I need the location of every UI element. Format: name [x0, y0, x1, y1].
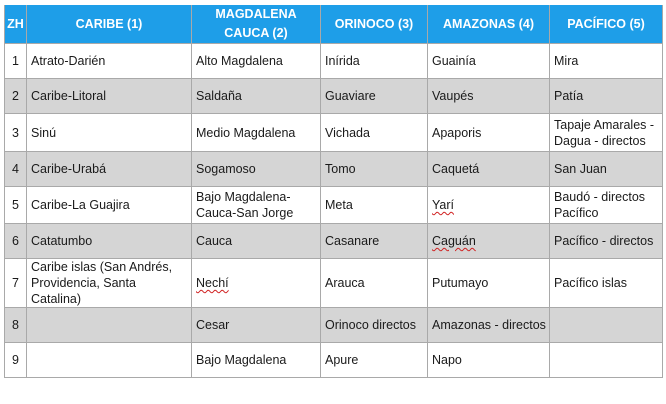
caribe-cell: Caribe-Litoral: [27, 79, 192, 114]
magdalena-cauca-cell: Cauca: [192, 224, 321, 259]
magdalena-cauca-cell: Bajo Magdalena: [192, 343, 321, 378]
table-row: [5, 44, 663, 79]
header-zh: ZH: [5, 5, 27, 44]
caribe-cell: [27, 343, 192, 378]
magdalena-cauca-cell: Cesar: [192, 308, 321, 343]
pacifico-cell: [550, 343, 663, 378]
magdalena-cauca-cell-text: Nechí: [196, 276, 229, 290]
table-row: [5, 187, 663, 224]
amazonas-cell-text: Caguán: [432, 234, 476, 248]
zh-cell: 1: [5, 44, 27, 79]
magdalena-cauca-cell: Alto Magdalena: [192, 44, 321, 79]
caribe-cell: Caribe-Urabá: [27, 152, 192, 187]
zh-cell: 6: [5, 224, 27, 259]
caribe-cell: Caribe-La Guajira: [27, 187, 192, 224]
zh-cell: 9: [5, 343, 27, 378]
amazonas-cell: Vaupés: [428, 79, 550, 114]
header-row: [5, 5, 663, 44]
hydrographic-zones-table: [4, 5, 663, 378]
pacifico-cell: Baudó - directos Pacífico: [550, 187, 663, 224]
zh-cell: 2: [5, 79, 27, 114]
table-row: [5, 343, 663, 378]
amazonas-cell-text: Yarí: [432, 198, 454, 212]
table-row: [5, 308, 663, 343]
pacifico-cell: Pacífico islas: [550, 259, 663, 308]
magdalena-cauca-cell: Sogamoso: [192, 152, 321, 187]
zh-cell: 7: [5, 259, 27, 308]
pacifico-cell: Tapaje Amarales -Dagua - directos: [550, 114, 663, 152]
orinoco-cell: Inírida: [321, 44, 428, 79]
zh-cell: 5: [5, 187, 27, 224]
pacifico-cell: Mira: [550, 44, 663, 79]
table-row: [5, 152, 663, 187]
caribe-cell: Sinú: [27, 114, 192, 152]
table-container: [4, 5, 663, 378]
orinoco-cell: Guaviare: [321, 79, 428, 114]
pacifico-cell: Pacífico - directos: [550, 224, 663, 259]
pacifico-cell: San Juan: [550, 152, 663, 187]
pacifico-cell: [550, 308, 663, 343]
caribe-cell: Catatumbo: [27, 224, 192, 259]
table-row: [5, 224, 663, 259]
amazonas-cell: Napo: [428, 343, 550, 378]
zh-cell: 3: [5, 114, 27, 152]
amazonas-cell: [428, 224, 550, 259]
orinoco-cell: Apure: [321, 343, 428, 378]
magdalena-cauca-cell: Saldaña: [192, 79, 321, 114]
header-pacifico: PACÍFICO (5): [550, 5, 663, 44]
orinoco-cell: Vichada: [321, 114, 428, 152]
zh-cell: 8: [5, 308, 27, 343]
amazonas-cell: Amazonas - directos: [428, 308, 550, 343]
orinoco-cell: Arauca: [321, 259, 428, 308]
amazonas-cell: Putumayo: [428, 259, 550, 308]
orinoco-cell: Meta: [321, 187, 428, 224]
amazonas-cell: Apaporis: [428, 114, 550, 152]
magdalena-cauca-cell: [192, 259, 321, 308]
orinoco-cell: Orinoco directos: [321, 308, 428, 343]
table-row: [5, 114, 663, 152]
orinoco-cell: Tomo: [321, 152, 428, 187]
amazonas-cell: Guainía: [428, 44, 550, 79]
header-caribe: CARIBE (1): [27, 5, 192, 44]
table-body: [5, 44, 663, 378]
zh-cell: 4: [5, 152, 27, 187]
caribe-cell: [27, 308, 192, 343]
header-orinoco: ORINOCO (3): [321, 5, 428, 44]
header-amazonas: AMAZONAS (4): [428, 5, 550, 44]
table-header: [5, 5, 663, 44]
caribe-cell: Atrato-Darién: [27, 44, 192, 79]
orinoco-cell: Casanare: [321, 224, 428, 259]
amazonas-cell: [428, 187, 550, 224]
amazonas-cell: Caquetá: [428, 152, 550, 187]
caribe-cell: Caribe islas (San Andrés, Providencia, Santa Catalina): [27, 259, 192, 308]
header-magdalena-cauca: MAGDALENA CAUCA (2): [192, 5, 321, 44]
table-row: [5, 259, 663, 308]
magdalena-cauca-cell: Medio Magdalena: [192, 114, 321, 152]
table-row: [5, 79, 663, 114]
pacifico-cell: Patía: [550, 79, 663, 114]
magdalena-cauca-cell: Bajo Magdalena-Cauca-San Jorge: [192, 187, 321, 224]
